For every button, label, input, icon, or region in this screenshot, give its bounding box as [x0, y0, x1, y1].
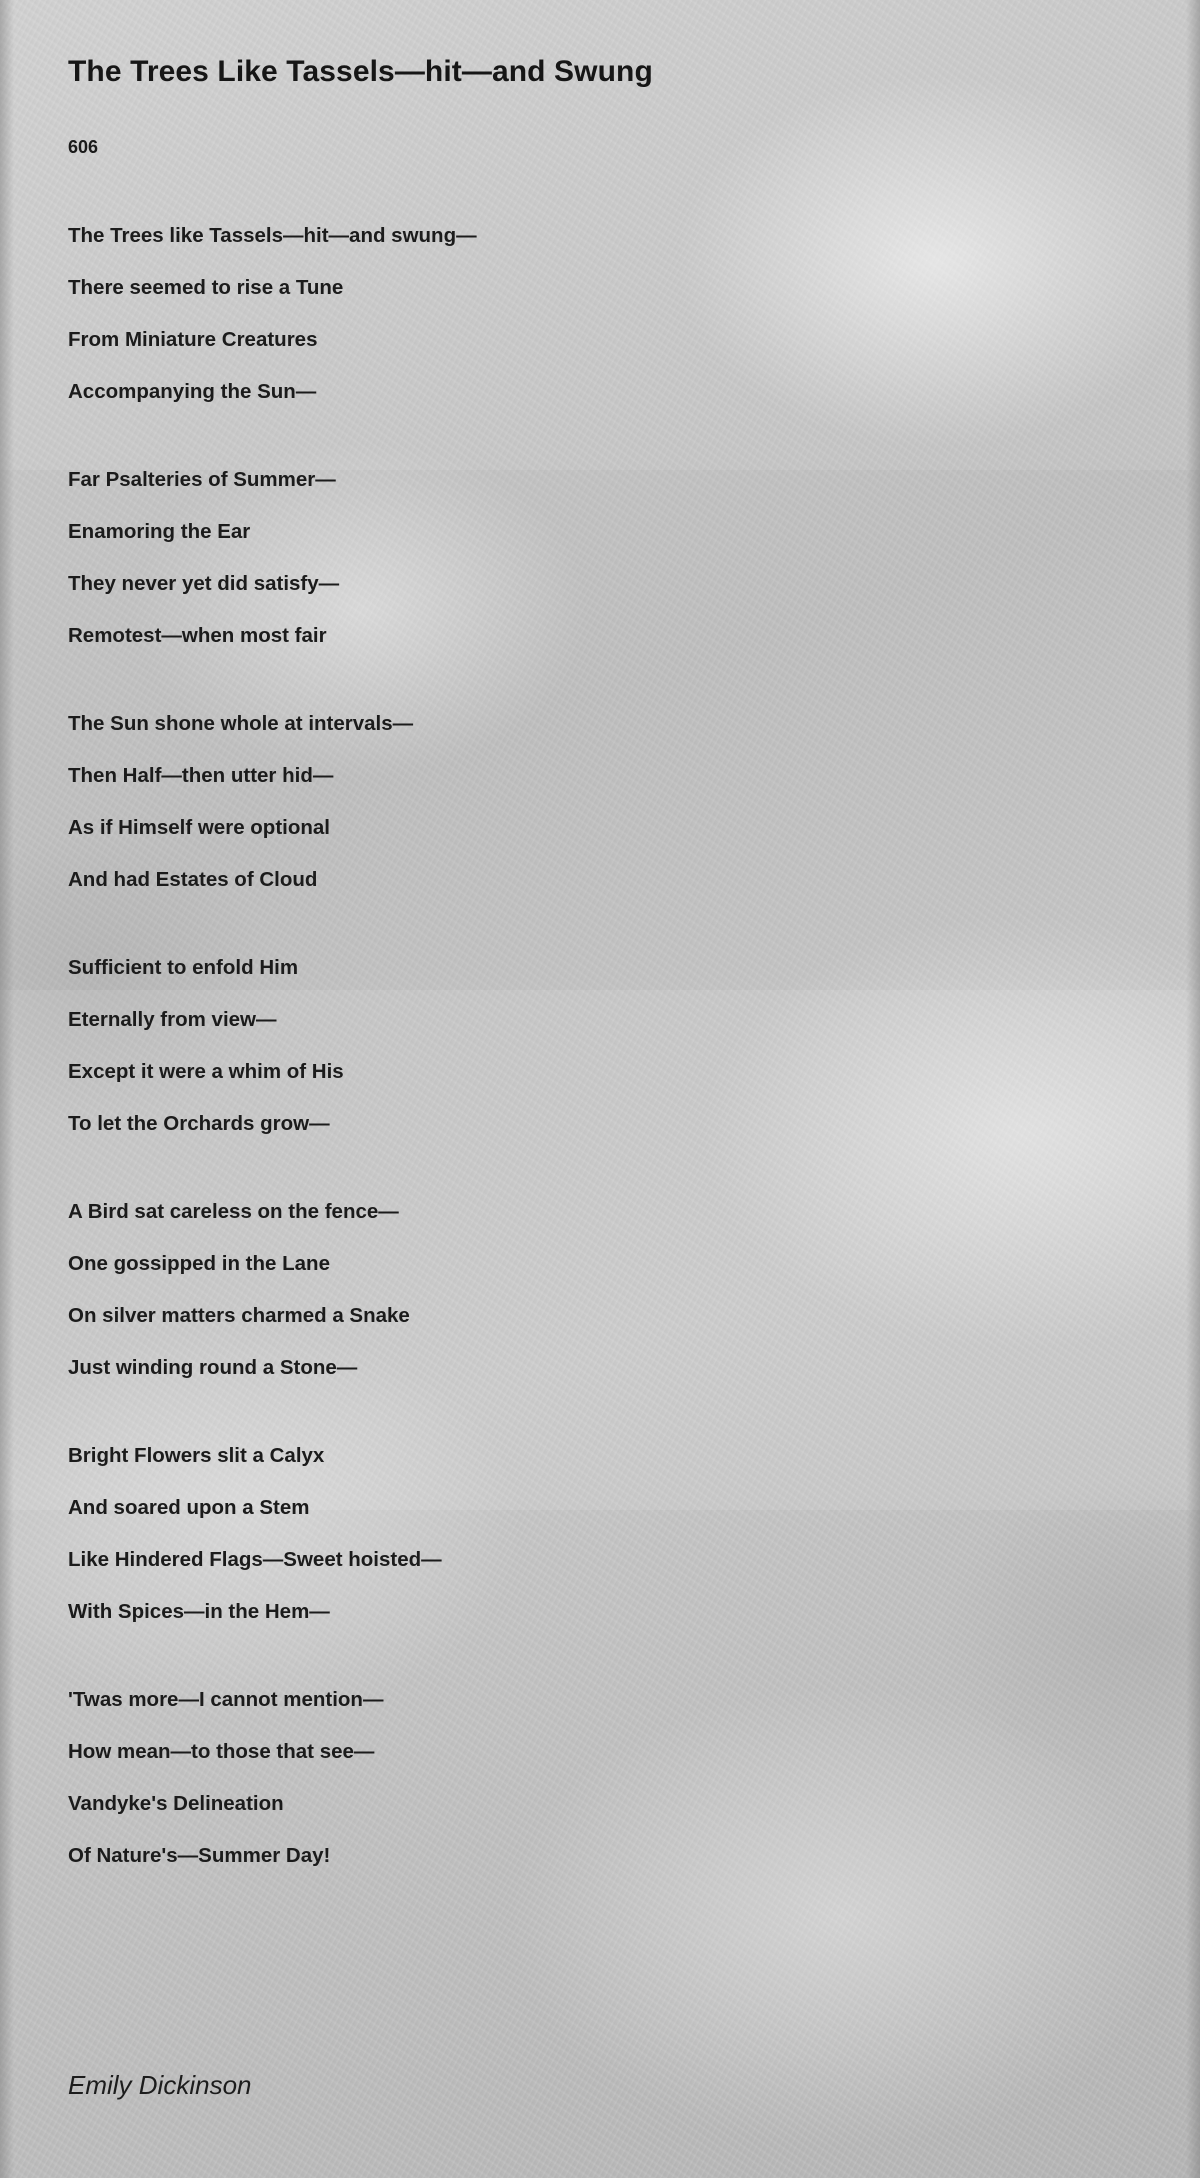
poem-line: There seemed to rise a Tune [68, 276, 344, 299]
poem-line: They never yet did satisfy— [68, 572, 340, 595]
stanza [68, 1430, 1136, 1638]
poem-line: Eternally from view— [68, 1008, 277, 1031]
poem-line: A Bird sat careless on the fence— [68, 1200, 399, 1223]
stanza [68, 210, 1136, 418]
poem-line: And soared upon a Stem [68, 1496, 310, 1519]
poem-line: How mean—to those that see— [68, 1740, 375, 1763]
poem-line: The Sun shone whole at intervals— [68, 712, 414, 735]
poem-line: Bright Flowers slit a Calyx [68, 1444, 325, 1467]
poem-line: Accompanying the Sun— [68, 380, 317, 403]
poem-line: With Spices—in the Hem— [68, 1600, 330, 1623]
poem-line: Then Half—then utter hid— [68, 764, 334, 787]
poem-line: Just winding round a Stone— [68, 1356, 358, 1379]
poem-line: To let the Orchards grow— [68, 1112, 330, 1135]
poem-number: 606 [68, 137, 99, 157]
poem-line: Sufficient to enfold Him [68, 956, 299, 979]
poem-line: Of Nature's—Summer Day! [68, 1844, 331, 1867]
stanza [68, 1186, 1136, 1394]
poem-line: Remotest—when most fair [68, 624, 327, 647]
stanza [68, 698, 1136, 906]
stanza [68, 1674, 1136, 1882]
poem-line: On silver matters charmed a Snake [68, 1304, 410, 1327]
poem-line: And had Estates of Cloud [68, 868, 318, 891]
poem-body [68, 210, 1136, 1882]
poem-line: One gossipped in the Lane [68, 1252, 330, 1275]
author-name: Emily Dickinson [68, 2070, 252, 2100]
poem-line: Vandyke's Delineation [68, 1792, 284, 1815]
poem-line: Like Hindered Flags—Sweet hoisted— [68, 1548, 442, 1571]
stanza [68, 942, 1136, 1150]
poem-line: As if Himself were optional [68, 816, 330, 839]
poem-line: 'Twas more—I cannot mention— [68, 1688, 384, 1711]
poem-line: Far Psalteries of Summer— [68, 468, 336, 491]
poem-line: From Miniature Creatures [68, 328, 318, 351]
poem-line: Enamoring the Ear [68, 520, 251, 543]
stanza [68, 454, 1136, 662]
poem-line: The Trees like Tassels—hit—and swung— [68, 224, 477, 247]
page-title: The Trees Like Tassels—hit—and Swung [68, 55, 653, 88]
poem-line: Except it were a whim of His [68, 1060, 344, 1083]
